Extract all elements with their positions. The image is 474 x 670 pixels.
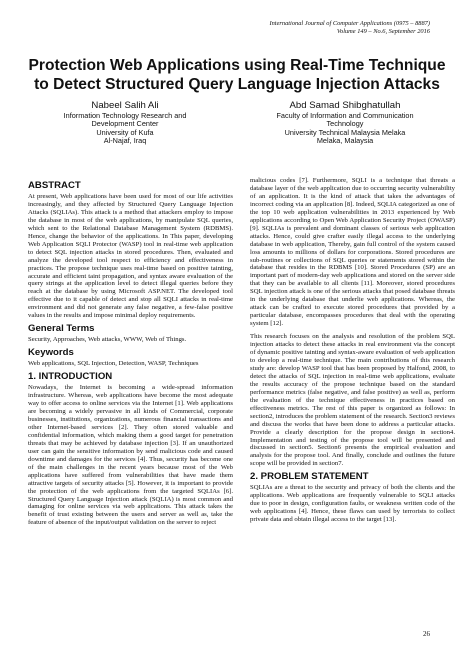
author-name: Nabeel Salih Ali xyxy=(91,100,159,111)
author-affiliation: Development Center xyxy=(91,119,159,129)
problem-statement-text: SQLIAs are a threat to the security and privacy of both the clients and the applications. Web applications are frequently vulnerable to SQLI attacks due to poor in design, configuration faults, or weakness written code of the web applications [4]. Hence, these flaws can used by terrorists to collect private data and obtain illegal access to the target [13]. xyxy=(250,484,455,524)
author-affiliation: Al-Najaf, Iraq xyxy=(103,136,147,146)
page-number: 26 xyxy=(423,630,430,638)
author-affiliation: University of Kufa xyxy=(96,127,154,137)
problem-statement-heading: 2. PROBLEM STATEMENT xyxy=(250,471,369,483)
abstract-heading: ABSTRACT xyxy=(28,180,81,191)
research-focus-text: This research focuses on the analysis and resolution of the problem SQL injection attacks to detect these attacks in real environment via the concept of dynamic positive tainting and syntax-aware evaluation of web application to develop a real-time technique. The main contributions of this research study are: develop WASP tool that has been proposed by Halfond, 2008, to detect the attacks of SQL injection in real-time web applications, evaluate the results accuracy of the propose technique based on the standard performance metrics (false negative, and false positive) as well as, perform the evaluation of the technique effectiveness in practices based on effectiveness metrics. The rest of this paper is organized as follows: In section2, introduces the problem statement of the research. Section3 reviews and discuss the works that have been done to address a particular attacks. Provide a clearly description for the propose design in section4. Implementation and testing of the propose tool will be presented and discussed in section5. Section6 presents the empirical evaluation and analysis for the propose tool. And finally, conclude and outlines the future scope will be provided in section7. xyxy=(250,333,455,468)
title-line-1: Protection Web Applications using Real-Time Technique xyxy=(28,57,446,74)
author-affiliation: University Technical Malaysia Melaka xyxy=(284,127,406,137)
abstract-text: At present, Web applications have been used for most of our life activities increasingly, and they affected by Structured Query Language Injection Attacks (SQLIAs). This attack is a method that attackers employ to impose the database in most of the web applications, by manipulate SQL queries, which sent to the Relational Database Management System (RDBMS). Hence, change the behavior of the applications. In This paper, developing Web Application SQLI Protector (WASP) tool in real-time web application to detect SQL injection attacks in stored procedures. Then, evaluated and analyze the developed tool respect to efficiency and effectiveness in practices. The propose technique uses real-time based on positive tainting, accurate and efficient taint propagation, and syntax aware evaluation of the query strings at the application level to detect illegal queries before they reach at the database by using Microsoft ASP.NET. The developed tool effective due to it capable of detect and stop all SQLI attacks in real-time environment and did not generate any false negative, a few-false positive values in the results and impose minimal deploy requirements. xyxy=(28,193,233,320)
author-affiliation: Information Technology Research and xyxy=(63,110,187,120)
introduction-text: Nowadays, the Internet is becoming a wide-spread information infrastructure. Whereas, web applications have become the most adequate way to offer access to online services via the Internet [1]. Web applications are becoming a widely pervasive in all kinds of Commercial, corporate businesses, institutions, organizations, numerous financial transactions and other Internet-based services [2]. They often stored valuable and confidential information, which making them a good target for penetration threats that may be achieved by database injection [3]. If an unauthorized user can gain the sensitive information by send malicious code and caused downtime and damages for the services [4]. Thus, security has become one of the main challenges in the recent years because most of the Web applications have suffered from vulnerabilities that have made them attractive targets of security attacks [5]. However, it is important to provide the protection of the web applications from the targeted SQLIAs [6]. Structured Query Language Injection attack (SQLIA) is most common and damaging for online services via web applications. This attack takes the benefit of trust existing between the users and server as well as, take the feature of absence of the input/output validation on the server to reject xyxy=(28,384,233,527)
author-block-1 xyxy=(30,100,220,146)
right-column xyxy=(250,177,455,524)
author-name: Abd Samad Shibghatullah xyxy=(289,100,401,111)
paper-title xyxy=(20,56,454,94)
author-block-2 xyxy=(250,100,440,146)
journal-volume: Volume 149 – No.6, September 2016 xyxy=(336,28,430,36)
author-affiliation: Melaka, Malaysia xyxy=(316,136,374,146)
introduction-heading: 1. INTRODUCTION xyxy=(28,371,113,383)
keywords-heading: Keywords xyxy=(28,347,74,359)
general-terms-text: Security, Approaches, Web attacks, WWW, Web of Things. xyxy=(28,336,187,344)
title-line-2: to Detect Structured Query Language Injection Attacks xyxy=(34,76,440,93)
left-column xyxy=(28,180,233,527)
general-terms-heading: General Terms xyxy=(28,323,95,335)
journal-name: International Journal of Computer Applications (0975 – 8887) xyxy=(269,20,430,27)
intro-continued-text: malicious codes [7]. Furthermore, SQLI is a technique that threats a database layer of the web application due to occurring security vulnerability of an application. It is the kind of attack that takes the advantages of incorrect coding via an application [8]. Indeed, SQLIA categorized as one of the top 10 web application vulnerabilities in 2013 experienced by Web applications according to Open Web Application Security Project (OWASP) [9]. SQLIAs is prevalent and dominant classes of serious web application attacks. Hence, could give crafter easily illegal access to the underlying database in web application, Thereby, gain full control of the system caused loss amounts to millions of dollars for corporations. Stored procedures are sub-routines or collections of SQL queries or statements stored within the database that resides in the RDBMS [10]. Stored Procedures (SP) are an important part of modern-day web applications and stored on the server side that they can be available to all clients [11]. Moreover, stored procedures SQL injection attack is one of the serious attacks that posed database threats in the underlying database that underlie web applications. Whereas, the attack can be crafted to execute stored procedures that provided by a particular database, encompasses procedures that deal with the operating system [12]. xyxy=(250,177,455,328)
author-affiliation: Technology xyxy=(326,119,364,129)
author-affiliation: Faculty of Information and Communication xyxy=(276,110,414,120)
journal-header xyxy=(269,20,430,37)
keywords-text: Web applications, SQL Injection, Detection, WASP, Techniques xyxy=(28,360,199,368)
